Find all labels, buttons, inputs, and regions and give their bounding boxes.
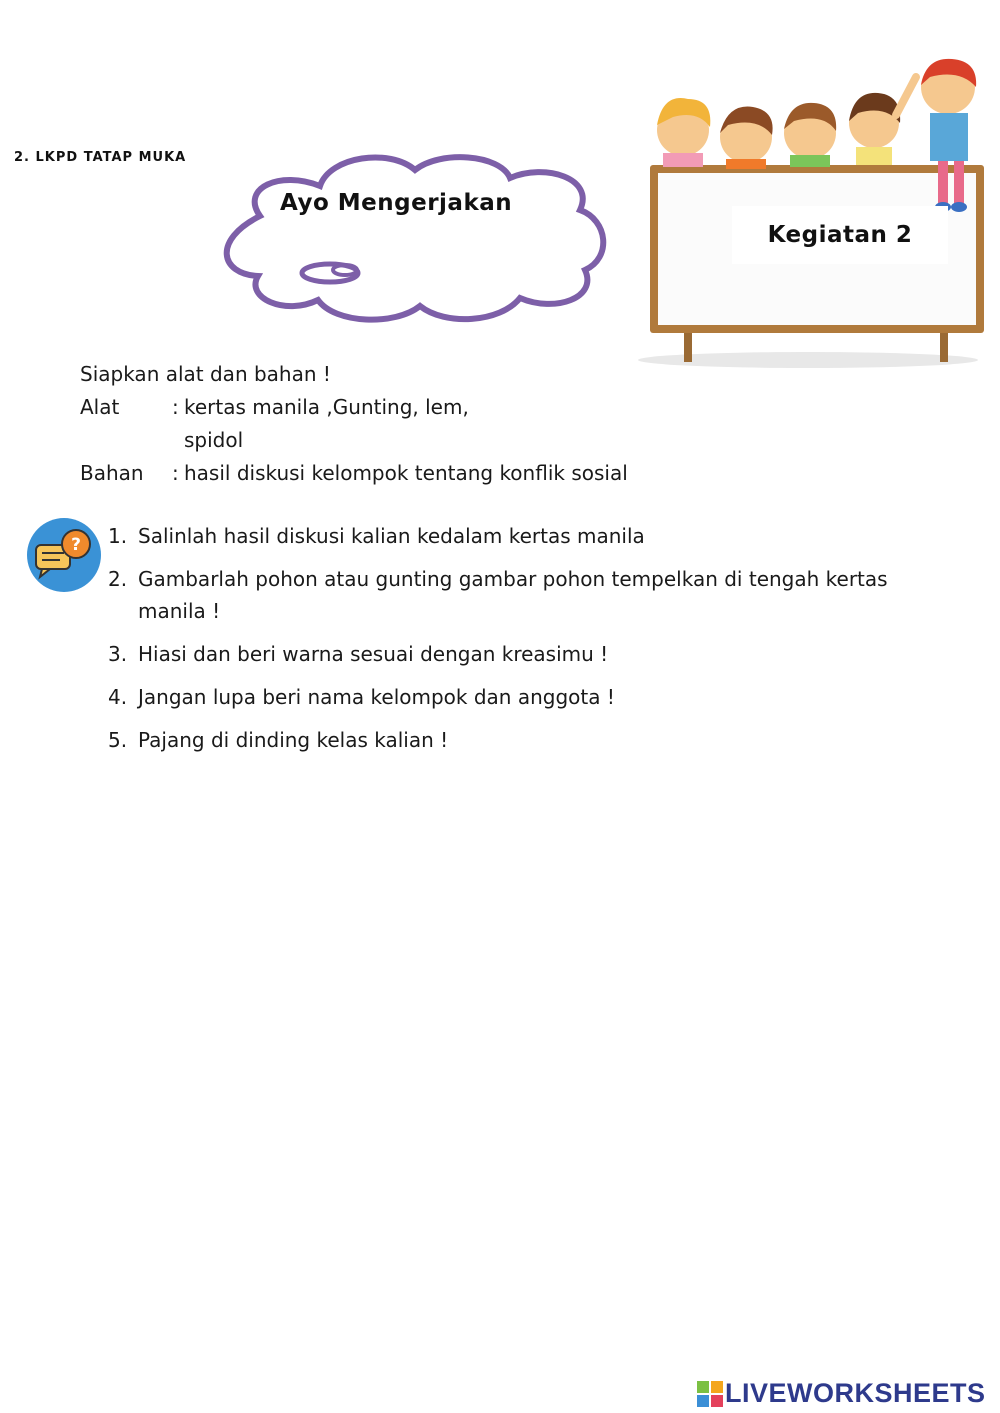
list-item <box>108 724 948 756</box>
steps-list <box>108 520 948 767</box>
brand-text: LIVEWORKSHEETS <box>725 1378 986 1408</box>
step-number: 3. <box>108 642 128 666</box>
step-number: 1. <box>108 524 128 548</box>
kid-4 <box>849 77 916 165</box>
list-item <box>108 638 948 670</box>
materials-value: hasil diskusi kelompok tentang konflik sosial <box>184 461 628 485</box>
materials-separator: : <box>172 461 179 485</box>
step-text: Jangan lupa beri nama kelompok dan anggota ! <box>138 685 615 709</box>
step-text: Gambarlah pohon atau gunting gambar pohon tempelkan di tengah kertas manila ! <box>138 567 888 623</box>
step-number: 5. <box>108 728 128 752</box>
liveworksheets-logo-icon <box>697 1381 723 1407</box>
materials-section <box>80 358 628 490</box>
step-number: 2. <box>108 567 128 591</box>
kid-2 <box>720 107 773 169</box>
tools-separator: : <box>172 395 179 419</box>
list-item <box>108 520 948 552</box>
kid-3 <box>784 103 836 167</box>
tools-label: Alat <box>80 395 120 419</box>
cloud-shape <box>200 148 610 328</box>
cloud-title: Ayo Mengerjakan <box>280 190 513 216</box>
svg-text:?: ? <box>71 535 81 555</box>
liveworksheets-brand[interactable] <box>697 1378 986 1409</box>
materials-intro: Siapkan alat dan bahan ! <box>80 362 331 386</box>
board-title: Kegiatan 2 <box>732 206 948 264</box>
list-item <box>108 563 948 627</box>
step-text: Salinlah hasil diskusi kalian kedalam kertas manila <box>138 524 645 548</box>
list-item <box>108 681 948 713</box>
tools-row <box>80 391 628 424</box>
materials-row <box>80 457 628 490</box>
step-text: Hiasi dan beri warna sesuai dengan kreasimu ! <box>138 642 609 666</box>
kid-1 <box>657 98 710 167</box>
section-label: 2. LKPD TATAP MUKA <box>14 150 187 165</box>
materials-label: Bahan <box>80 461 144 485</box>
question-chat-icon <box>26 517 102 593</box>
tools-value: kertas manila ,Gunting, lem, <box>184 395 469 419</box>
step-number: 4. <box>108 685 128 709</box>
tools-value-continued: spidol <box>184 428 244 452</box>
step-text: Pajang di dinding kelas kalian ! <box>138 728 449 752</box>
